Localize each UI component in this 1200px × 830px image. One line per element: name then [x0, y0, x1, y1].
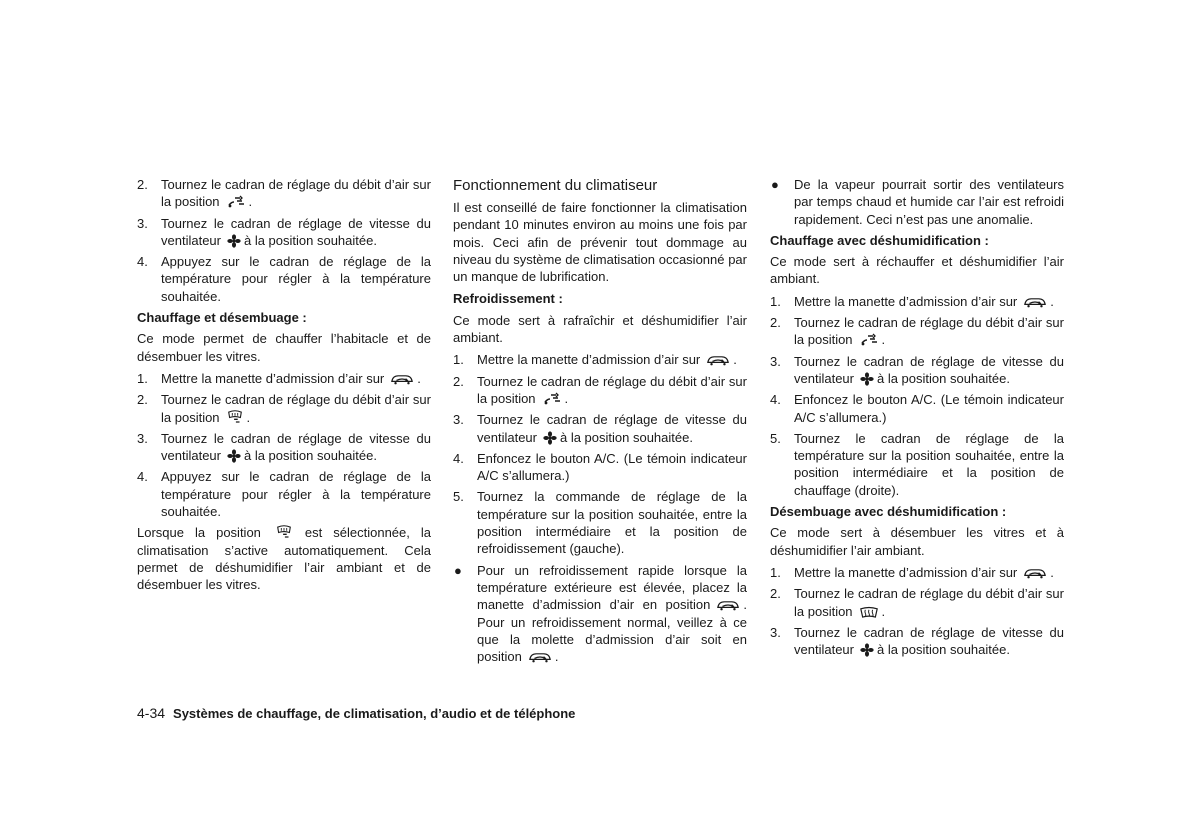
column-right — [770, 176, 1064, 662]
item-number: 3. — [137, 215, 148, 231]
item-text-end: à la position souhaitée. — [243, 448, 377, 464]
list-item — [137, 430, 431, 465]
fan-icon — [227, 234, 241, 248]
bullet-item — [453, 562, 747, 666]
item-text: Tournez le cadran de réglage du débit d’air sur la position — [477, 373, 747, 406]
item-text: Mettre la manette d’admission d’air sur — [477, 352, 701, 368]
list-item — [137, 391, 431, 426]
air-recirculation-icon — [716, 599, 740, 612]
item-text: Tournez le cadran de réglage du débit d’air sur la position — [161, 392, 431, 425]
item-number: 1. — [770, 293, 781, 309]
bullet-item — [770, 176, 1064, 228]
item-text: Tournez le cadran de réglage de vitesse du ventilateur — [794, 353, 1064, 386]
item-text-end: . — [881, 332, 886, 348]
item-text-end: . — [246, 409, 251, 425]
column-left — [137, 176, 431, 599]
section-desc: Ce mode sert à réchauffer et déshumidifier l’air ambiant. — [770, 254, 1064, 287]
item-text: Appuyez sur le cadran de réglage de la température pour régler à la température souhaitée. — [161, 469, 431, 520]
item-text: Tournez le cadran de réglage de vitesse du ventilateur — [477, 412, 747, 445]
item-text-mid: . Pour un refroidissement normal, veillez à ce que la molette d’admission d’air soit en position — [477, 597, 747, 665]
chapter-title: Systèmes de chauffage, de climatisation, d’audio et de téléphone — [173, 706, 576, 721]
item-number: 2. — [137, 177, 148, 192]
list-item — [453, 351, 747, 368]
section-desc: Ce mode sert à rafraîchir et déshumidifier l’air ambiant. — [453, 312, 747, 346]
air-recirculation-icon — [1023, 567, 1047, 580]
list-item — [137, 253, 431, 305]
item-text: Appuyez sur le cadran de réglage de la température pour régler à la température souhaitée. — [161, 254, 431, 304]
item-number: 3. — [137, 430, 148, 446]
item-number: 5. — [770, 430, 781, 446]
list-item — [770, 624, 1064, 659]
section-desc: Ce mode sert à désembuer les vitres et à déshumidifier l’air ambiant. — [770, 525, 1064, 558]
fan-icon — [543, 431, 557, 445]
bullet-dot: ● — [454, 562, 462, 578]
column-middle — [453, 176, 747, 669]
item-text-end: à la position souhaitée. — [559, 429, 693, 445]
item-number: 4. — [453, 450, 464, 466]
item-number: 1. — [137, 370, 148, 386]
air-recirculation-icon — [706, 354, 730, 367]
item-text: Mettre la manette d’admission d’air sur — [794, 564, 1018, 580]
list-item — [453, 373, 747, 408]
list-item — [453, 450, 747, 485]
item-text: Tournez le cadran de réglage de vitesse du ventilateur — [161, 215, 431, 248]
item-text: Mettre la manette d’admission d’air sur — [161, 370, 385, 386]
item-text: Tournez le cadran de réglage de la température sur la position souhaitée, entre la position intermédiaire et la position de chauffage (droite). — [794, 430, 1064, 498]
feet-airflow-icon — [226, 193, 246, 209]
air-recirculation-icon — [528, 651, 552, 664]
item-number: 3. — [770, 624, 781, 640]
section-heading: Refroidissement : — [453, 291, 563, 307]
list-item — [770, 314, 1064, 349]
fan-icon — [860, 643, 874, 657]
bullet-dot: ● — [771, 177, 779, 192]
item-text-end: à la position souhaitée. — [876, 642, 1010, 658]
item-text: Tournez le cadran de réglage de vitesse du ventilateur — [794, 624, 1064, 658]
section-heading: Chauffage avec déshumidification : — [770, 232, 989, 248]
list-item — [137, 370, 431, 387]
feet-airflow-icon — [542, 390, 562, 406]
item-number: 2. — [453, 373, 464, 389]
item-text-end: . — [733, 352, 737, 368]
item-text: Mettre la manette d’admission d’air sur — [794, 293, 1018, 309]
list-item — [770, 430, 1064, 499]
item-text-end: . — [564, 390, 569, 406]
defrost-feet-icon — [226, 410, 244, 425]
section-heading: Chauffage et désembuage : — [137, 310, 307, 326]
item-text: Tournez le cadran de réglage du débit d’air sur la position — [161, 177, 431, 210]
item-text-end: . — [554, 649, 559, 665]
fan-icon — [227, 449, 241, 463]
fan-icon — [860, 372, 874, 386]
list-item — [770, 353, 1064, 388]
item-text-end: . — [248, 194, 253, 210]
windshield-defrost-icon — [859, 606, 879, 619]
list-item — [137, 176, 431, 211]
item-text: Pour un refroidissement rapide lorsque la température extérieure est élevée, placez la manette d’admission d’air en position — [477, 562, 747, 613]
item-number: 4. — [770, 392, 781, 408]
item-number: 2. — [137, 392, 148, 408]
section-intro: Il est conseillé de faire fonctionner la climatisation pendant 10 minutes environ au moins une fois par mois. Ceci afin de prévenir tout dommage au niveau du système de climatisation occasionné par un manque de lubrification. — [453, 200, 747, 285]
list-item — [137, 215, 431, 250]
item-text-end: . — [1050, 293, 1054, 309]
item-text: Tournez le cadran de réglage du débit d’air sur la position — [794, 586, 1064, 619]
list-item — [453, 411, 747, 446]
note-text: Lorsque la position — [137, 525, 261, 541]
item-text: Tournez la commande de réglage de la température sur la position souhaitée, entre la position intermédiaire et la position de refroidissement (gauche). — [477, 489, 747, 557]
item-text: De la vapeur pourrait sortir des ventilateurs par temps chaud et humide car l’air est refroidi rapidement. Ceci n’est pas une anomalie. — [794, 177, 1064, 227]
section-heading: Désembuage avec déshumidification : — [770, 504, 1007, 520]
item-number: 5. — [453, 489, 464, 505]
item-text: Enfoncez le bouton A/C. (Le témoin indicateur A/C s’allumera.) — [794, 392, 1064, 425]
item-number: 3. — [453, 412, 464, 428]
list-item — [770, 391, 1064, 426]
item-text-end: à la position souhaitée. — [243, 232, 377, 248]
item-text: Enfoncez le bouton A/C. (Le témoin indicateur A/C s’allumera.) — [477, 450, 747, 484]
note-paragraph — [137, 524, 431, 593]
defrost-feet-icon — [275, 525, 293, 540]
air-recirculation-icon — [1023, 296, 1047, 309]
item-number: 2. — [770, 315, 781, 331]
item-text: Tournez le cadran de réglage du débit d’air sur la position — [794, 315, 1064, 348]
list-item — [453, 488, 747, 557]
item-number: 1. — [770, 564, 781, 580]
list-item — [770, 585, 1064, 620]
item-number: 2. — [770, 586, 781, 602]
page-footer — [137, 705, 575, 721]
section-title: Fonctionnement du climatiseur — [453, 177, 658, 194]
item-number: 3. — [770, 353, 781, 369]
item-text: Tournez le cadran de réglage de vitesse du ventilateur — [161, 430, 431, 464]
item-text-end: . — [417, 370, 421, 386]
note-text-end: est sélectionnée, la climatisation s’active automatiquement. Cela permet de déshumidifier l’air ambiant et de désembuer les vitres. — [137, 525, 431, 593]
air-recirculation-icon — [390, 373, 414, 386]
item-number: 4. — [137, 254, 148, 270]
item-number: 4. — [137, 469, 148, 485]
list-item — [770, 564, 1064, 581]
section-intro: Ce mode permet de chauffer l’habitacle et de désembuer les vitres. — [137, 331, 431, 364]
item-text-end: . — [881, 603, 886, 619]
page-number: 4-34 — [137, 705, 166, 721]
item-text-end: . — [1050, 564, 1054, 580]
item-text-end: à la position souhaitée. — [876, 370, 1010, 386]
list-item — [137, 468, 431, 520]
item-number: 1. — [453, 352, 464, 368]
list-item — [770, 293, 1064, 310]
feet-airflow-icon — [859, 331, 879, 347]
